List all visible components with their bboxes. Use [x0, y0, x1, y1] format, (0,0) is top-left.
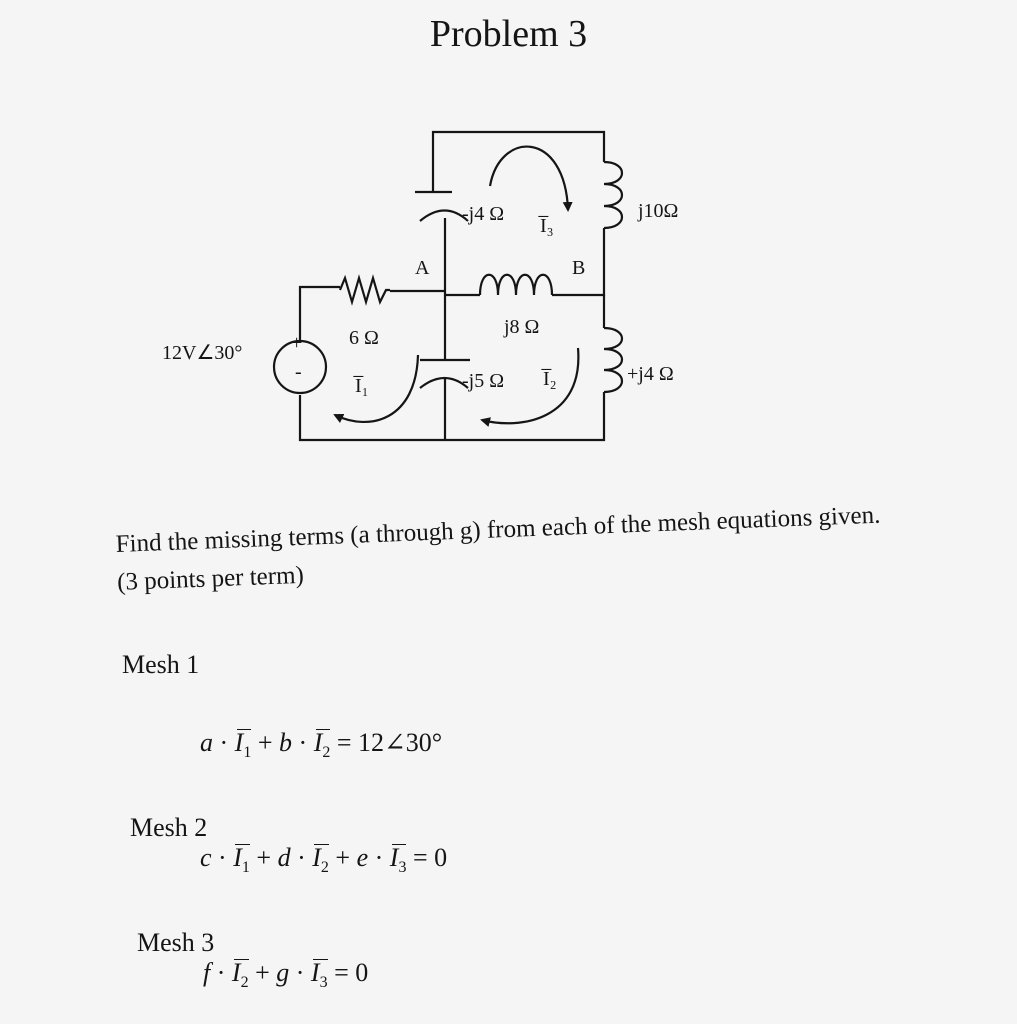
- inductor-j4: [604, 328, 622, 392]
- source-label: 12V∠30°: [162, 342, 243, 364]
- cap-top-label: -j4 Ω: [462, 203, 505, 225]
- inductor-j10: [604, 162, 622, 228]
- mesh-arrow-i3: [490, 147, 568, 210]
- inductor-j8: [480, 275, 552, 295]
- mesh2-current-3: $I_3$: [389, 843, 407, 877]
- mesh3-equation: $f \cdot I_2 + g \cdot I_3 = 0$: [203, 958, 369, 992]
- mesh3-rhs: = 0: [334, 958, 369, 987]
- circuit-wires: [300, 132, 604, 440]
- mesh2-current-2: $I_2$: [312, 843, 329, 877]
- mesh2-current-1: $I_1$: [233, 843, 250, 877]
- i3-label: I̅₃: [540, 215, 554, 237]
- instruction-line-2: (3 points per term): [116, 561, 305, 596]
- mesh1-term-a: a: [200, 728, 213, 757]
- cap-bottom-label: -j5 Ω: [462, 370, 505, 392]
- mesh2-term-c: c: [200, 843, 212, 872]
- mesh3-term-f: f: [203, 958, 211, 987]
- mesh3-term-g: g: [276, 958, 290, 987]
- inductor-mid-label: j8 Ω: [504, 316, 540, 338]
- i2-label: I̅₂: [543, 368, 557, 390]
- resistor-label: 6 Ω: [349, 327, 379, 349]
- mesh2-rhs: = 0: [412, 843, 448, 872]
- mesh1-rhs: = 12∠30°: [336, 728, 443, 757]
- mesh2-equation: $c \cdot I_1 + d \cdot I_2 + e \cdot I_3 = 0$: [200, 843, 448, 877]
- mesh3-current-3: $I_3$: [310, 958, 328, 992]
- mesh1-current-1: $I_1$: [234, 728, 252, 762]
- mesh-arrow-i1: [335, 355, 418, 422]
- instruction-line-1: Find the missing terms (a through g) from each of the mesh equations given.: [115, 501, 881, 558]
- source-plus: +: [291, 332, 303, 354]
- capacitor-top: [415, 192, 468, 221]
- mesh1-current-2: $I_2$: [313, 728, 331, 762]
- i1-label: I̅₁: [355, 375, 369, 397]
- mesh3-current-2: $I_2$: [231, 958, 249, 992]
- page-title: Problem 3: [429, 13, 588, 55]
- resistor-6ohm: [340, 278, 390, 302]
- mesh2-term-d: d: [277, 843, 291, 872]
- mesh1-term-b: b: [279, 728, 293, 757]
- source-minus: -: [295, 361, 302, 383]
- mesh1-equation: $a \cdot I_1 + b \cdot I_2$ = 12∠30°: [200, 728, 443, 762]
- inductor-right-label: +j4 Ω: [627, 363, 674, 385]
- node-b-label: B: [572, 257, 586, 279]
- mesh2-label: Mesh 2: [130, 813, 208, 842]
- node-a-label: A: [415, 257, 430, 279]
- inductor-top-label: j10Ω: [638, 200, 679, 222]
- mesh1-label: Mesh 1: [122, 650, 200, 679]
- mesh2-term-e: e: [356, 843, 369, 872]
- mesh3-label: Mesh 3: [137, 928, 215, 957]
